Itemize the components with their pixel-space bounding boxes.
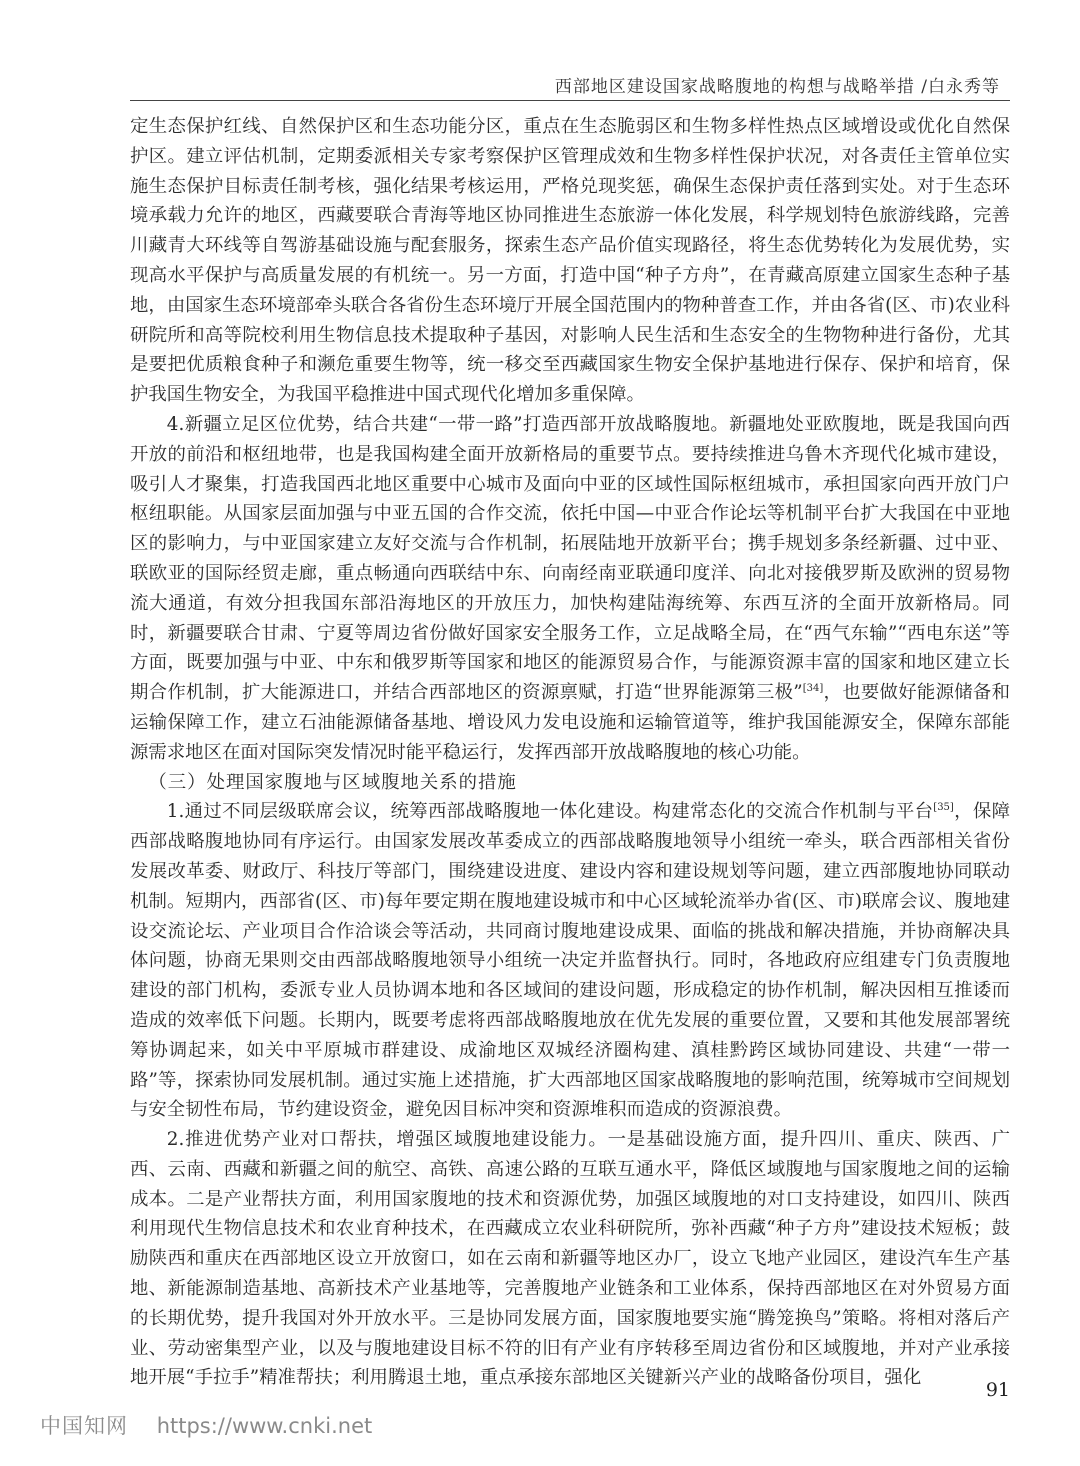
- paragraph-industry-support: 2.推进优势产业对口帮扶，增强区域腹地建设能力。一是基础设施方面，提升四川、重庆、陕西、广西、云南、西藏和新疆之间的航空、高铁、高速公路的互联互通水平，降低区域腹地与国家腹地之间的运输成本。二是产业帮扶方面，利用国家腹地的技术和资源优势，加强区域腹地的对口支持建设，如四川、陕西利用现代生物信息技术和农业育种技术，在西藏成立农业科研院所，弥补西藏“种子方舟”建设技术短板；鼓励陕西和重庆在西部地区设立开放窗口，如在云南和新疆等地区办厂，设立飞地产业园区，建设汽车生产基地、新能源制造基地、高新技术产业基地等，完善腹地产业链条和工业体系，保持西部地区在对外贸易方面的长期优势，提升我国对外开放水平。三是协同发展方面，国家腹地要实施“腾笼换鸟”策略。将相对落后产业、劳动密集型产业，以及与腹地建设目标不符的旧有产业有序转移至周边省份和区域腹地，并对产业承接地开展“手拉手”精准帮扶；利用腾退土地，重点承接东部地区关键新兴产业的战略备份项目，强化: [130, 1129, 1010, 1389]
- paragraph-xinjiang-text-2: ，也要做好能源储备和运输保障工作，建立石油能源储备基地、增设风力发电设施和运输管道等，维护我国能源安全，保障东部能源需求地区在面对国际突发情况时能平稳运行，发挥西部开放战略腹地的核心功能。: [130, 682, 1010, 763]
- paragraph-joint-meeting-text-2: ，保障西部战略腹地协同有序运行。由国家发展改革委成立的西部战略腹地领导小组统一牵头，联合西部相关省份发展改革委、财政厅、科技厅等部门，围绕建设进度、建设内容和建设规划等问题，建立西部腹地协同联动机制。短期内，西部省(区、市)每年要定期在腹地建设城市和中心区域轮流举办省(区、市)联席会议、腹地建设交流论坛、产业项目合作洽谈会等活动，共同商讨腹地建设成果、面临的挑战和解决措施，并协商解决具体问题，协商无果则交由西部战略腹地领导小组统一决定并监督执行。同时，各地政府应组建专门负责腹地建设的部门机构，委派专业人员协调本地和各区域间的建设问题，形成稳定的协作机制，解决因相互推诿而造成的效率低下问题。长期内，既要考虑将西部战略腹地放在优先发展的重要位置，又要和其他发展部署统筹协调起来，如关中平原城市群建设、成渝地区双城经济圈构建、滇桂黔跨区域协同建设、共建“一带一路”等，探索协同发展机制。通过实施上述措施，扩大西部地区国家战略腹地的影响范围，统筹城市空间规划与安全韧性布局，节约建设资金，避免因目标冲突和资源堆积而造成的资源浪费。: [130, 801, 1010, 1121]
- paragraph-xinjiang-text-1: 4.新疆立足区位优势，结合共建“一带一路”打造西部开放战略腹地。新疆地处亚欧腹地，既是我国向西开放的前沿和枢纽地带，也是我国构建全面开放新格局的重要节点。要持续推进乌鲁木齐现代化城市建设，吸引人才聚集，打造我国西北地区重要中心城市及面向中亚的区域性国际枢纽城市，承担国家向西开放门户枢纽职能。从国家层面加强与中亚五国的合作交流，依托中国—中亚合作论坛等机制平台扩大我国在中亚地区的影响力，与中亚国家建立友好交流与合作机制，拓展陆地开放新平台；携手规划多条经新疆、过中亚、联欧亚的国际经贸走廊，重点畅通向西联结中东、向南经南亚联通印度洋、向北对接俄罗斯及欧洲的贸易物流大通道，有效分担我国东部沿海地区的开放压力，加快构建陆海统筹、东西互济的全面开放新格局。同时，新疆要联合甘肃、宁夏等周边省份做好国家安全服务工作，立足战略全局，在“西气东输”“西电东送”等方面，既要加强与中亚、中东和俄罗斯等国家和地区的能源贸易合作，与能源资源丰富的国家和地区建立长期合作机制，扩大能源进口，并结合西部地区的资源禀赋，打造“世界能源第三极”: [130, 413, 1010, 704]
- cnki-url[interactable]: https://www.cnki.net: [156, 1414, 373, 1438]
- paragraph-joint-meeting-text-1: 1.通过不同层级联席会议，统筹西部战略腹地一体化建设。构建常态化的交流合作机制与平台: [166, 801, 934, 823]
- cnki-logo-text: 中国知网: [40, 1414, 128, 1438]
- paragraph-xinjiang: [130, 410, 1010, 768]
- section-heading: （三）处理国家腹地与区域腹地关系的措施: [148, 771, 517, 793]
- citation-35[interactable]: [35]: [933, 802, 954, 814]
- paragraph-joint-meeting: [130, 797, 1010, 1125]
- header-rule: [130, 100, 1010, 101]
- running-head: 西部地区建设国家战略腹地的构想与战略举措 /白永秀等: [554, 77, 1000, 97]
- article-body: [130, 112, 1010, 1393]
- cnki-watermark: [40, 1410, 372, 1440]
- paragraph-ecology: 定生态保护红线、自然保护区和生态功能分区，重点在生态脆弱区和生物多样性热点区域增设或优化自然保护区。建立评估机制，定期委派相关专家考察保护区管理成效和生物多样性保护状况，对各责任主管单位实施生态保护目标责任制考核，强化结果考核运用，严格兑现奖惩，确保生态保护责任落到实处。对于生态环境承载力允许的地区，西藏要联合青海等地区协同推进生态旅游一体化发展，科学规划特色旅游线路，完善川藏青大环线等自驾游基础设施与配套服务，探索生态产品价值实现路径，将生态优势转化为发展优势，实现高水平保护与高质量发展的有机统一。另一方面，打造中国“种子方舟”，在青藏高原建立国家生态种子基地，由国家生态环境部牵头联合各省份生态环境厅开展全国范围内的物种普查工作，并由各省(区、市)农业科研院所和高等院校利用生物信息技术提取种子基因，对影响人民生活和生态安全的生物物种进行备份，尤其是要把优质粮食种子和濒危重要生物等，统一移交至西藏国家生物安全保护基地进行保存、保护和培育，保护我国生物安全，为我国平稳推进中国式现代化增加多重保障。: [130, 116, 1010, 406]
- page-number: 91: [985, 1379, 1010, 1401]
- citation-34[interactable]: [34]: [802, 683, 824, 695]
